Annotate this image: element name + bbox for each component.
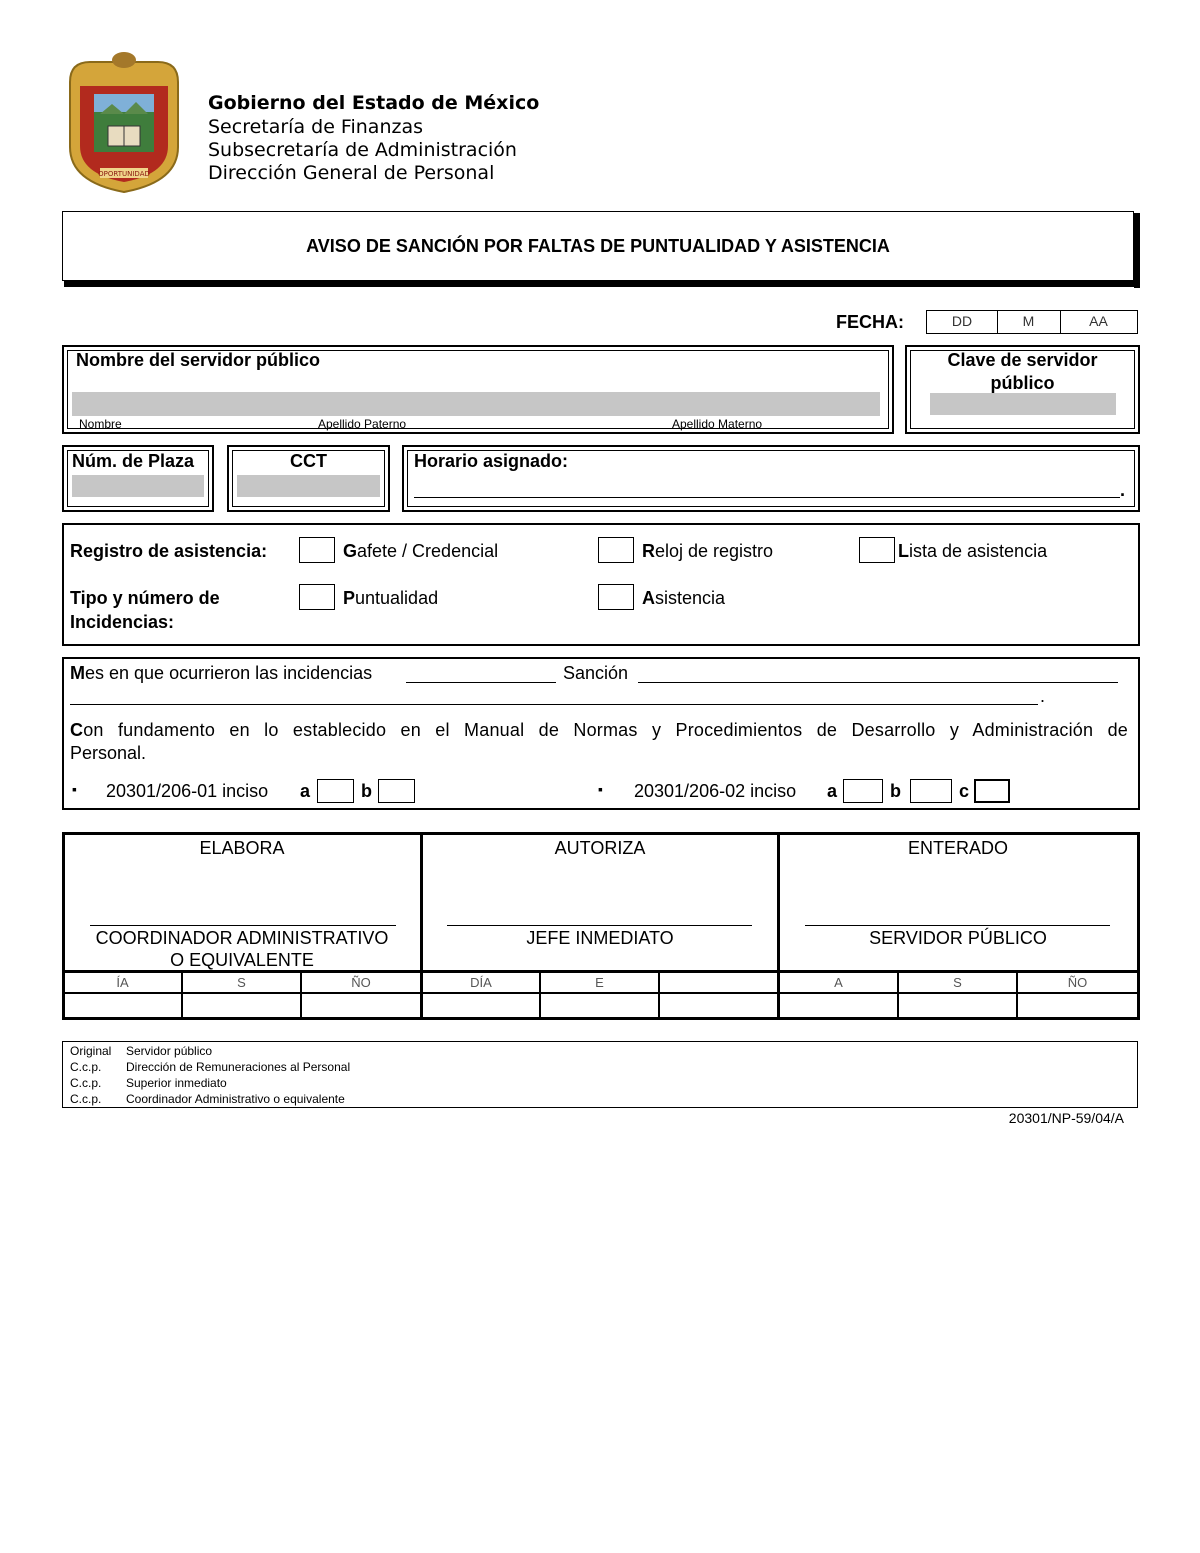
lista-checkbox[interactable] (859, 537, 895, 563)
ref-1-label: 20301/206-01 inciso (106, 781, 269, 801)
ref-2-c-label: c (959, 781, 970, 801)
fecha-mm: M (1022, 313, 1035, 329)
copia-1-label: Original (70, 1044, 112, 1058)
svg-text:OPORTUNIDAD: OPORTUNIDAD (98, 170, 150, 178)
sancion-input-line[interactable] (638, 682, 1118, 683)
cct-label: CCT (290, 451, 327, 471)
date-header: E (595, 975, 604, 990)
horario-input-line[interactable] (414, 497, 1120, 498)
copia-4-label: C.c.p. (70, 1092, 102, 1106)
date-header: ÑO (351, 975, 371, 990)
asistencia-option: Asistencia (642, 588, 726, 608)
ref-2-b-checkbox[interactable] (910, 779, 952, 803)
mes-label: Mes en que ocurrieron las incidencias (70, 663, 373, 683)
autoriza-signature-line[interactable] (447, 925, 752, 926)
ref-2-label: 20301/206-02 inciso (634, 781, 797, 801)
mes-input-line[interactable] (406, 682, 556, 683)
horario-label: Horario asignado: (414, 451, 569, 471)
jefe-caption: JEFE INMEDIATO (526, 928, 674, 948)
date-header: ÑO (1067, 975, 1088, 990)
coordinador-caption-1: COORDINADOR ADMINISTRATIVO (95, 928, 389, 948)
copia-3-label: C.c.p. (70, 1076, 102, 1090)
elabora-heading: ELABORA (199, 838, 285, 858)
copia-1-value: Servidor público (126, 1044, 213, 1058)
gafete-option: Gafete / Credencial (343, 541, 499, 561)
plaza-field[interactable] (72, 475, 204, 497)
fundamento-line-1: Con fundamento en lo establecido en el Manual de Normas y Procedimientos de Desarrollo y Administración de (70, 720, 1128, 740)
copia-2-value: Dirección de Remuneraciones al Personal (126, 1060, 351, 1074)
lista-option: Lista de asistencia (898, 541, 1048, 561)
date-header: S (953, 975, 962, 990)
asistencia-checkbox[interactable] (598, 584, 634, 610)
ref-1-a-label: a (300, 781, 311, 801)
org-secretaria: Secretaría de Finanzas (208, 116, 424, 138)
enterado-signature-line[interactable] (805, 925, 1110, 926)
registro-label: Registro de asistencia: (70, 541, 268, 561)
copia-4-value: Coordinador Administrativo o equivalente (126, 1092, 345, 1106)
copia-3-value: Superior inmediato (126, 1076, 227, 1090)
fecha-field[interactable] (926, 310, 1138, 334)
fecha-dd: DD (951, 313, 973, 329)
tipo-label-1: Tipo y número de (70, 588, 220, 608)
paterno-caption: Apellido Paterno (318, 417, 407, 431)
reloj-option: Reloj de registro (642, 541, 774, 561)
sancion-label: Sanción (563, 663, 629, 683)
fecha-label: FECHA: (836, 312, 904, 332)
ref-2-a-label: a (827, 781, 838, 801)
plaza-label: Núm. de Plaza (72, 451, 195, 471)
ref-1-b-label: b (361, 781, 372, 801)
cct-field[interactable] (237, 475, 380, 497)
date-header: ÍA (116, 975, 129, 990)
org-name: Gobierno del Estado de México (208, 92, 540, 114)
title-box (62, 211, 1140, 288)
servidor-label: Nombre del servidor público (76, 350, 321, 370)
servidor-name-field[interactable] (72, 392, 880, 416)
sancion-end: . (1040, 686, 1046, 706)
form-code: 20301/NP-59/04/A (1008, 1110, 1124, 1126)
gafete-checkbox[interactable] (299, 537, 335, 563)
puntualidad-checkbox[interactable] (299, 584, 335, 610)
org-direccion: Dirección General de Personal (208, 162, 495, 184)
state-coat-of-arms-logo (60, 52, 188, 194)
sancion-input-line-2[interactable] (70, 704, 1038, 705)
ref-2-a-checkbox[interactable] (843, 779, 883, 803)
nombre-caption: Nombre (79, 417, 122, 431)
bullet-1: ▪ (72, 781, 77, 797)
bullet-2: ▪ (598, 781, 603, 797)
servidor-caption: SERVIDOR PÚBLICO (869, 928, 1047, 948)
form-title: AVISO DE SANCIÓN POR FALTAS DE PUNTUALIDAD Y ASISTENCIA (306, 236, 890, 256)
materno-caption: Apellido Materno (672, 417, 763, 431)
ref-2-b-label: b (890, 781, 901, 801)
tipo-label-2: Incidencias: (70, 612, 175, 632)
copia-2-label: C.c.p. (70, 1060, 102, 1074)
fundamento-line-2: Personal. (70, 743, 147, 763)
elabora-signature-line[interactable] (90, 925, 396, 926)
coordinador-caption-2: O EQUIVALENTE (170, 950, 314, 970)
autoriza-heading: AUTORIZA (554, 838, 646, 858)
date-header: DÍA (470, 975, 492, 990)
org-subsecretaria: Subsecretaría de Administración (208, 139, 517, 161)
horario-end: . (1120, 480, 1126, 500)
puntualidad-option: Puntualidad (343, 588, 439, 608)
date-header: A (834, 975, 843, 990)
enterado-heading: ENTERADO (907, 838, 1008, 858)
ref-1-a-checkbox[interactable] (317, 779, 354, 803)
clave-label-2: público (990, 373, 1055, 393)
ref-1-b-checkbox[interactable] (378, 779, 415, 803)
ref-2-c-checkbox[interactable] (974, 779, 1010, 803)
clave-field[interactable] (930, 393, 1116, 415)
reloj-checkbox[interactable] (598, 537, 634, 563)
date-header: S (237, 975, 246, 990)
clave-label-1: Clave de servidor (947, 350, 1098, 370)
fecha-aa: AA (1089, 313, 1108, 329)
